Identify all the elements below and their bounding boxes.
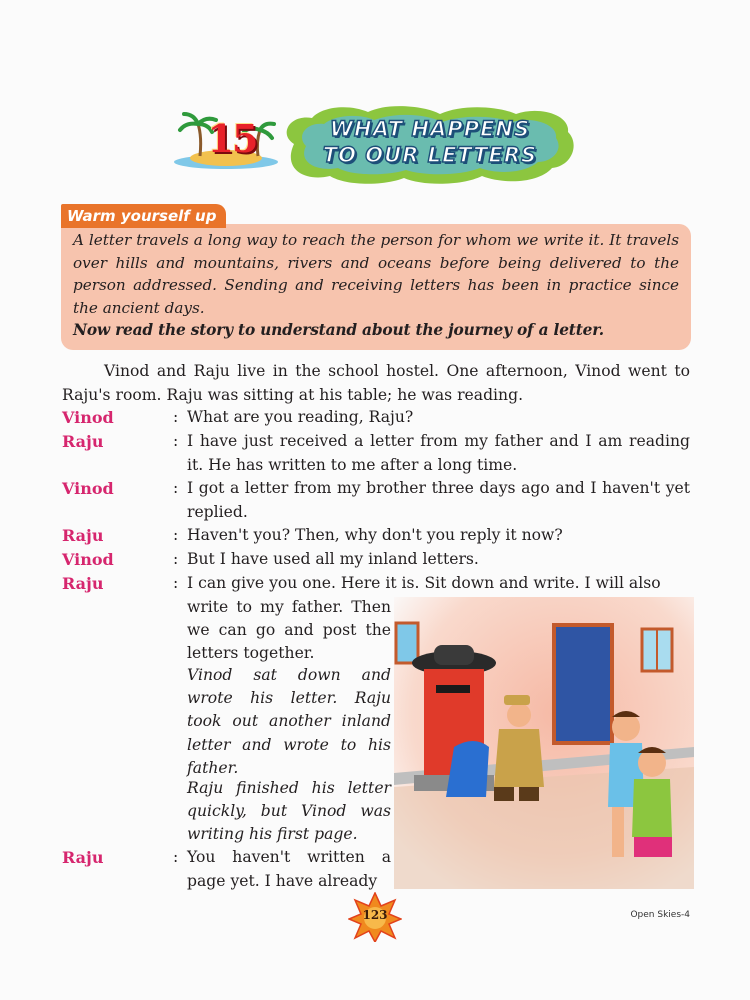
speaker-name: Raju — [62, 432, 104, 451]
speech-text: I can give you one. Here it is. Sit down and write. I will also — [187, 574, 661, 592]
warmup-cta: Now read the story to understand about the journey of a letter. — [73, 321, 604, 339]
colon: : — [173, 550, 179, 568]
speech-text: But I have used all my inland letters. — [187, 550, 479, 568]
colon: : — [173, 432, 179, 450]
chapter-title — [290, 116, 570, 168]
narration-2: Raju finished his letter quickly, but Vinod was writing his first page. — [187, 779, 391, 844]
warmup-label: Warm yourself up — [61, 204, 226, 228]
speech-text: I got a letter from my brother three days ago and I haven't yet replied. — [187, 479, 690, 521]
speaker-name: Vinod — [62, 550, 114, 569]
speech-text: I have just received a letter from my father and I am reading it. He has written to me after a long time. — [187, 432, 690, 474]
colon: : — [173, 848, 179, 866]
colon: : — [173, 479, 179, 497]
speech-text: What are you reading, Raju? — [187, 408, 414, 426]
colon: : — [173, 574, 179, 592]
colon: : — [173, 408, 179, 426]
warmup-box — [61, 224, 691, 350]
chapter-number: 15 — [207, 116, 257, 161]
narration-1: Vinod sat down and wrote his letter. Raju took out another inland letter and wrote to his father. — [187, 666, 391, 777]
speaker-name: Raju — [62, 574, 104, 593]
speech-text: You haven't written a page yet. I have already — [187, 848, 391, 890]
post-box-illustration — [394, 597, 694, 889]
speech-text: Haven't you? Then, why don't you reply it now? — [187, 526, 563, 544]
series-name: Open Skies-4 — [630, 910, 690, 920]
warmup-text: A letter travels a long way to reach the person for whom we write it. It travels over hills and mountains, rivers and oceans before being delivered to the person addressed. Sending and receiving letters has been in practice since the ancient days. — [73, 231, 679, 317]
page-number: 123 — [362, 908, 388, 922]
chapter-title-line1: WHAT HAPPENS — [329, 117, 531, 141]
colon: : — [173, 526, 179, 544]
speaker-name: Vinod — [62, 408, 114, 427]
raju-continuation: write to my father. Then we can go and post the letters together. — [187, 598, 391, 663]
speaker-name: Raju — [62, 848, 104, 867]
speaker-name: Vinod — [62, 479, 114, 498]
story-intro: Vinod and Raju live in the school hostel. One afternoon, Vinod went to Raju's room. Raju was sitting at his table; he was reading. — [62, 362, 690, 404]
chapter-title-line2: TO OUR LETTERS — [322, 143, 538, 167]
speaker-name: Raju — [62, 526, 104, 545]
